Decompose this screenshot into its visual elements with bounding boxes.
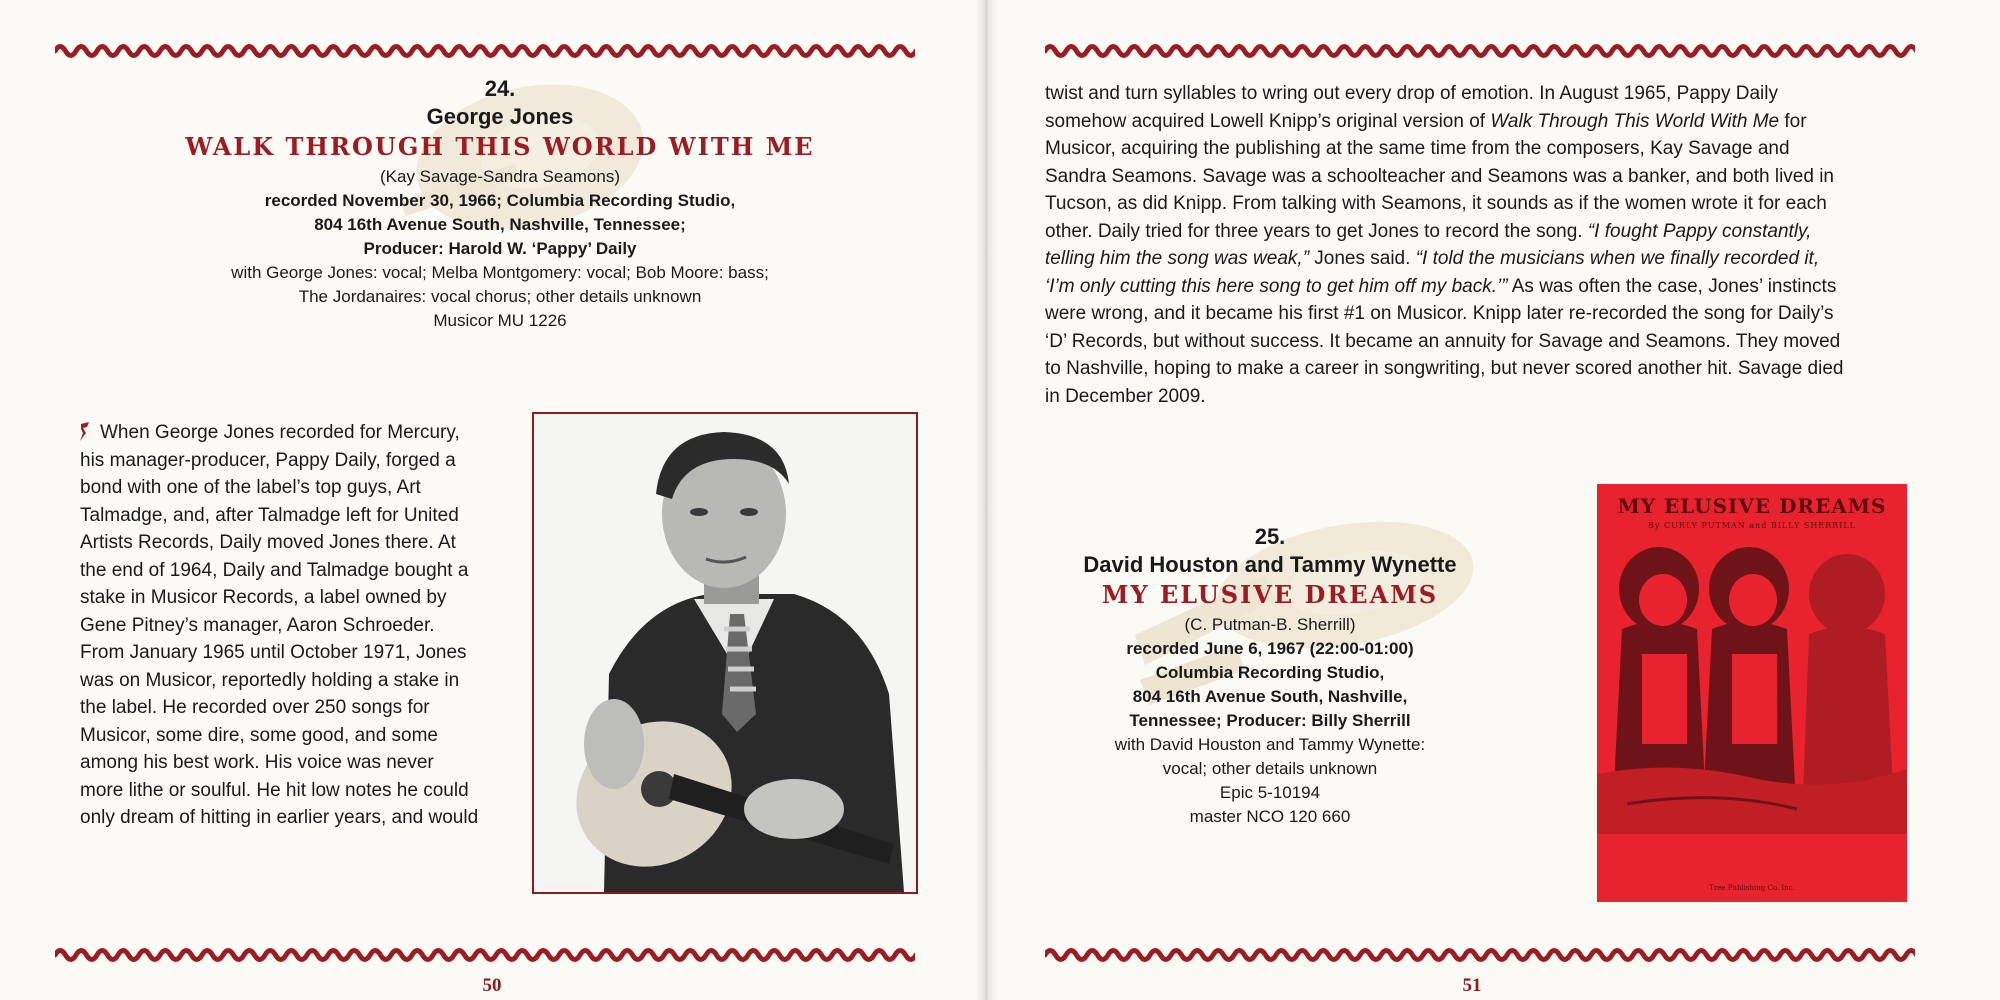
decorative-border-bottom <box>1045 946 1915 964</box>
italic-text: ‘I’m only cutting this here song to get him off my back.’” <box>1045 275 1508 297</box>
body-line <box>1045 80 1945 108</box>
italic-text: “I fought Pappy constantly, <box>1587 220 1812 242</box>
text-segment: As was often the case, Jones’ instincts <box>1507 275 1837 297</box>
body-line: his manager-producer, Pappy Daily, forged a <box>80 449 456 471</box>
personnel-line: with David Houston and Tammy Wynette: <box>1114 735 1426 754</box>
artist-photo <box>532 412 918 894</box>
body-line <box>1045 218 1945 246</box>
personnel-line: with George Jones: vocal; Melba Montgomery: vocal; Bob Moore: bass; <box>231 263 769 282</box>
body-line: more lithe or soulful. He hit low notes he could <box>80 779 469 801</box>
body-line <box>1045 383 1945 411</box>
wave-line <box>1045 951 1915 960</box>
body-line: stake in Musicor Records, a label owned by <box>80 587 447 608</box>
writers: (C. Putman-B. Sherrill) <box>1184 615 1356 634</box>
body-line <box>1045 245 1945 273</box>
text-segment: were wrong, and it became his first #1 on Musicor. Knipp later re-recorded the song for Daily’s <box>1045 303 1834 324</box>
text-segment: Tucson, as did Knipp. From talking with Seamons, it sounds as if the women wrote it for each <box>1045 193 1827 214</box>
text-segment: ‘D’ Records, but without success. It became an annuity for Savage and Seamons. They moved <box>1045 330 1841 352</box>
wave-line <box>55 951 915 960</box>
artist-name: George Jones <box>426 104 574 129</box>
sheet-music-byline: By CURLY PUTMAN and BILLY SHERRILL <box>1648 521 1856 530</box>
sheet-music-illustration <box>1597 534 1907 874</box>
decorative-border-top <box>1045 42 1915 60</box>
body-line <box>1045 135 1945 163</box>
body-line: was on Musicor, reportedly holding a stake in <box>80 669 460 691</box>
text-segment: Jones said. <box>1309 248 1416 269</box>
entry-number: 25. <box>1254 524 1286 549</box>
entry-24-header <box>120 76 880 333</box>
song-title: WALK THROUGH THIS WORLD WITH ME <box>185 132 815 161</box>
body-line: Talmadge, and, after Talmadge left for United <box>80 504 459 526</box>
recording-details <box>120 189 880 261</box>
text-segment: Sandra Seamons. Savage was a schoolteacher and Seamons was a banker, and both lived in <box>1045 165 1835 187</box>
writers: (Kay Savage-Sandra Seamons) <box>379 167 621 186</box>
catalog-number: Musicor MU 1226 <box>433 311 567 330</box>
italic-text: “I told the musicians when we finally recorded it, <box>1415 248 1820 269</box>
entry-25-header <box>1050 524 1490 829</box>
right-page <box>985 0 2000 1000</box>
entry-number: 24. <box>484 76 516 101</box>
producer-line: Tennessee; Producer: Billy Sherrill <box>1129 711 1411 730</box>
italic-text: telling him the song was weak,” <box>1045 248 1310 269</box>
body-line <box>1045 328 1945 356</box>
body-line: When George Jones recorded for Mercury, <box>100 422 460 443</box>
recording-line: 804 16th Avenue South, Nashville, <box>1132 687 1408 706</box>
text-segment: in December 2009. <box>1045 385 1206 407</box>
left-page <box>0 0 985 1000</box>
artist-name: David Houston and Tammy Wynette <box>1083 552 1457 577</box>
body-line: the end of 1964, Daily and Talmadge bought a <box>80 559 469 581</box>
master-number: master NCO 120 660 <box>1189 807 1351 826</box>
sheet-music-title: MY ELUSIVE DREAMS <box>1617 494 1887 518</box>
body-text <box>80 419 500 832</box>
music-note-icon <box>78 422 92 442</box>
continued-body-text <box>1045 80 1945 410</box>
body-line <box>1045 300 1945 328</box>
sheet-music-cover <box>1597 484 1907 902</box>
body-line: among his best work. His voice was never <box>80 752 434 773</box>
page-number: 50 <box>482 975 502 996</box>
body-line <box>1045 108 1945 136</box>
text-segment: to Nashville, hoping to make a career in songwriting, but never scored another hit. Savage died <box>1045 358 1844 379</box>
body-line <box>1045 355 1945 383</box>
italic-text: Walk Through This World With Me <box>1490 110 1780 132</box>
body-line: Gene Pitney’s manager, Aaron Schroeder. <box>80 614 435 636</box>
body-line: From January 1965 until October 1971, Jones <box>80 642 467 663</box>
wave-line <box>1045 47 1915 56</box>
decorative-border-top <box>55 42 915 60</box>
text-segment: other. Daily tried for three years to get Jones to record the song. <box>1045 220 1588 242</box>
page-number: 51 <box>1462 975 1482 996</box>
body-line <box>1045 190 1945 218</box>
body-line <box>1045 163 1945 191</box>
recording-line: Columbia Recording Studio, <box>1155 663 1385 682</box>
text-segment: for <box>1779 110 1807 132</box>
recording-line: 804 16th Avenue South, Nashville, Tennessee; <box>314 215 686 234</box>
sheet-music-publisher: Tree Publishing Co. Inc. <box>1709 884 1795 892</box>
text-segment: Musicor, acquiring the publishing at the same time from the composers, Kay Savage and <box>1045 138 1790 159</box>
producer-line: Producer: Harold W. ‘Pappy’ Daily <box>363 239 637 258</box>
song-title: MY ELUSIVE DREAMS <box>1101 580 1439 609</box>
text-segment: somehow acquired Lowell Knipp’s original version of <box>1045 110 1491 132</box>
recording-line: recorded June 6, 1967 (22:00-01:00) <box>1126 639 1414 658</box>
recording-line: recorded November 30, 1966; Columbia Recording Studio, <box>264 191 736 210</box>
book-gutter <box>975 0 997 1000</box>
body-line: Artists Records, Daily moved Jones there. At <box>80 532 456 553</box>
body-line <box>1045 273 1945 301</box>
body-line: bond with one of the label’s top guys, Art <box>80 477 421 498</box>
text-segment: twist and turn syllables to wring out every drop of emotion. In August 1965, Pappy Daily <box>1045 83 1778 104</box>
personnel-line: vocal; other details unknown <box>1162 759 1378 778</box>
body-line: only dream of hitting in earlier years, and would <box>80 807 479 828</box>
decorative-border-bottom <box>55 946 915 964</box>
wave-line <box>55 47 915 56</box>
personnel-line: The Jordanaires: vocal chorus; other details unknown <box>298 287 702 306</box>
catalog-number: Epic 5-10194 <box>1219 783 1321 802</box>
body-line: Musicor, some dire, some good, and some <box>80 724 439 746</box>
body-line: the label. He recorded over 250 songs for <box>80 697 430 718</box>
